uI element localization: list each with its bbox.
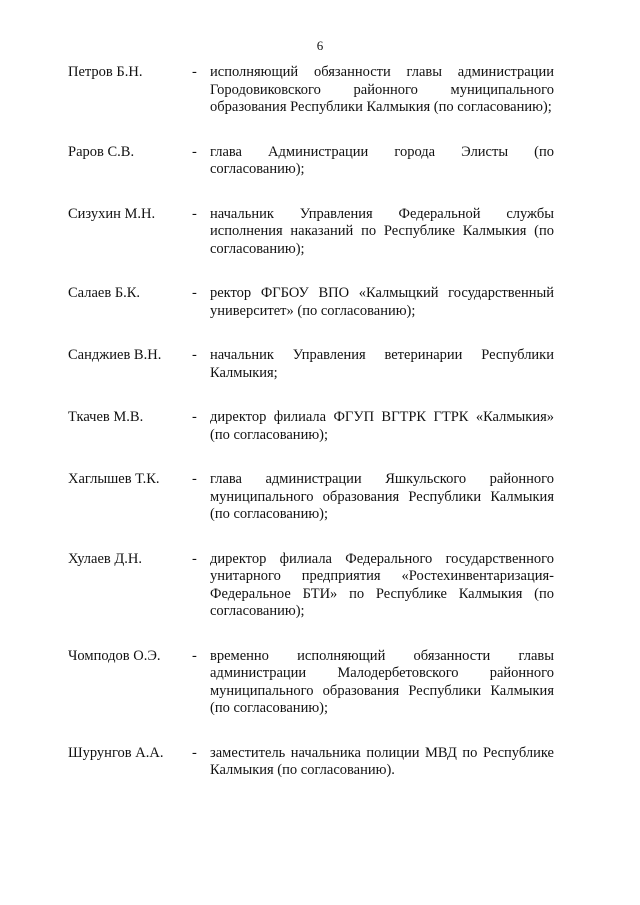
- member-dash: -: [192, 347, 197, 363]
- member-row: [68, 206, 554, 259]
- member-name: Хулаев Д.Н.: [68, 550, 143, 567]
- member-position: начальник Управления ветеринарии Республики Калмыкия;: [210, 347, 554, 381]
- member-position: заместитель начальника полиции МВД по Республике Калмыкия (по согласованию).: [210, 744, 554, 778]
- member-row: [68, 144, 554, 179]
- page-number: 6: [316, 38, 324, 53]
- member-name: Салаев Б.К.: [68, 285, 141, 301]
- member-name: Санджиев В.Н.: [68, 347, 162, 363]
- member-row: [68, 471, 554, 524]
- member-position: временно исполняющий обязанности главы администрации Малодербетовского районного муниципального образования Республики Калмыкия (по согласованию);: [210, 647, 554, 716]
- member-dash: -: [192, 205, 197, 222]
- member-name: Петров Б.Н.: [68, 64, 143, 80]
- member-position: начальник Управления Федеральной службы исполнения наказаний по Республике Калмыкия (по согласованию);: [210, 205, 554, 257]
- member-row: [68, 409, 554, 444]
- member-dash: -: [192, 550, 197, 567]
- member-position: ректор ФГБОУ ВПО «Калмыцкий государственный университет» (по согласованию);: [210, 285, 554, 319]
- member-row: [68, 648, 554, 718]
- member-name: Хаглышев Т.К.: [68, 471, 160, 487]
- member-name: Ткачев М.В.: [68, 409, 144, 425]
- member-position: исполняющий обязанности главы администрации Городовиковского районного муниципального образования Республики Калмыкия (по согласованию);: [210, 64, 554, 115]
- member-position: глава администрации Яшкульского районного муниципального образования Республики Калмыкия (по согласованию);: [210, 471, 554, 522]
- member-dash: -: [192, 409, 197, 425]
- member-row: [68, 285, 554, 320]
- member-name: Раров С.В.: [68, 143, 135, 160]
- member-dash: -: [192, 285, 197, 301]
- member-dash: -: [192, 744, 197, 761]
- member-dash: -: [192, 143, 197, 160]
- member-dash: -: [192, 647, 197, 664]
- member-position: директор филиала ФГУП ВГТРК ГТРК «Калмыкия» (по согласованию);: [210, 409, 554, 443]
- member-row: [68, 745, 554, 780]
- member-name: Шурунгов А.А.: [68, 744, 164, 761]
- member-row: [68, 347, 554, 382]
- member-dash: -: [192, 64, 197, 80]
- member-row: [68, 551, 554, 621]
- member-name: Чомподов О.Э.: [68, 647, 161, 664]
- member-name: Сизухин М.Н.: [68, 205, 156, 222]
- member-row: [68, 64, 554, 117]
- member-list: [68, 64, 554, 807]
- member-dash: -: [192, 471, 197, 487]
- member-position: глава Администрации города Элисты (по согласованию);: [210, 143, 554, 177]
- member-position: директор филиала Федерального государственного унитарного предприятия «Ростехинвентаризация-Федеральное БТИ» по Республике Калмыкия (по согласованию);: [210, 550, 554, 619]
